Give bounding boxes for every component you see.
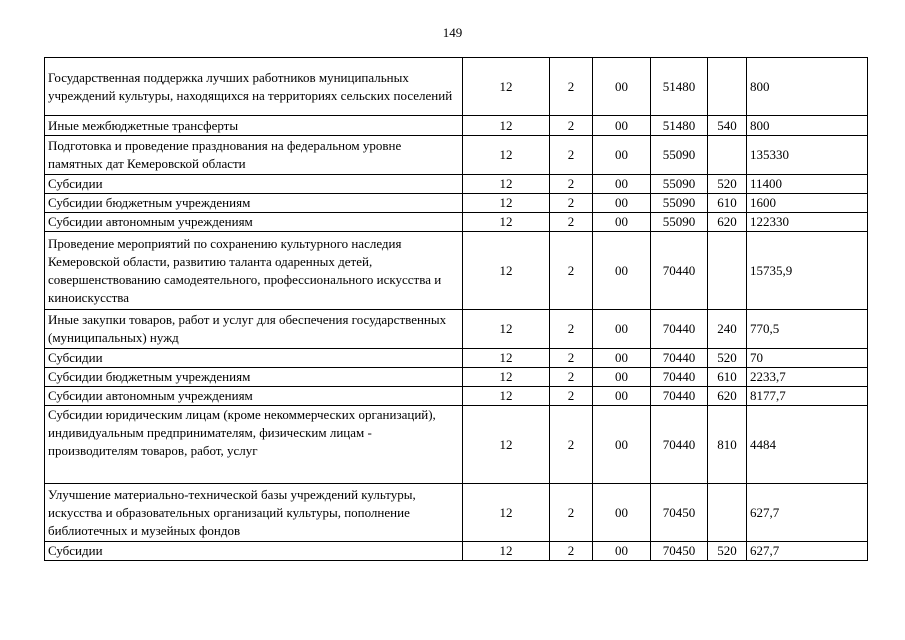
row-subsection: 2 [550, 58, 593, 116]
row-article: 70440 [651, 368, 708, 387]
table-row [45, 484, 868, 542]
row-amount: 70 [747, 349, 868, 368]
row-subsection: 2 [550, 136, 593, 175]
row-section: 12 [463, 368, 550, 387]
row-amount: 627,7 [747, 484, 868, 542]
table-row [45, 213, 868, 232]
row-expense-type: 520 [708, 349, 747, 368]
row-article: 70440 [651, 349, 708, 368]
row-name: Субсидии бюджетным учреждениям [45, 194, 463, 213]
table-row [45, 542, 868, 561]
table-row [45, 175, 868, 194]
row-subsection: 2 [550, 542, 593, 561]
row-section: 12 [463, 136, 550, 175]
row-article: 70440 [651, 232, 708, 310]
row-section: 12 [463, 175, 550, 194]
row-subsection: 2 [550, 213, 593, 232]
row-name: Иные межбюджетные трансферты [45, 116, 463, 136]
row-expense-type [708, 232, 747, 310]
row-section: 12 [463, 484, 550, 542]
table-row [45, 58, 868, 116]
row-program: 00 [593, 387, 651, 406]
row-amount: 2233,7 [747, 368, 868, 387]
row-article: 55090 [651, 175, 708, 194]
row-article: 70440 [651, 406, 708, 484]
row-article: 51480 [651, 58, 708, 116]
table-row [45, 368, 868, 387]
table-row [45, 232, 868, 310]
row-section: 12 [463, 232, 550, 310]
row-program: 00 [593, 194, 651, 213]
row-section: 12 [463, 406, 550, 484]
row-article: 70440 [651, 387, 708, 406]
row-name: Подготовка и проведение празднования на федеральном уровне памятных дат Кемеровской области [45, 136, 463, 175]
row-program: 00 [593, 484, 651, 542]
row-article: 55090 [651, 213, 708, 232]
row-amount: 122330 [747, 213, 868, 232]
row-article: 55090 [651, 194, 708, 213]
row-expense-type: 810 [708, 406, 747, 484]
row-article: 70440 [651, 310, 708, 349]
row-amount: 770,5 [747, 310, 868, 349]
row-section: 12 [463, 194, 550, 213]
row-subsection: 2 [550, 116, 593, 136]
row-program: 00 [593, 232, 651, 310]
row-program: 00 [593, 310, 651, 349]
row-subsection: 2 [550, 484, 593, 542]
row-subsection: 2 [550, 310, 593, 349]
row-expense-type: 520 [708, 175, 747, 194]
row-amount: 800 [747, 58, 868, 116]
table-row [45, 116, 868, 136]
row-expense-type [708, 136, 747, 175]
row-name: Субсидии автономным учреждениям [45, 387, 463, 406]
row-article: 70450 [651, 542, 708, 561]
row-name: Субсидии [45, 349, 463, 368]
row-section: 12 [463, 310, 550, 349]
row-amount: 8177,7 [747, 387, 868, 406]
row-expense-type [708, 58, 747, 116]
row-expense-type: 240 [708, 310, 747, 349]
row-amount: 800 [747, 116, 868, 136]
row-article: 51480 [651, 116, 708, 136]
row-name: Субсидии автономным учреждениям [45, 213, 463, 232]
row-expense-type: 610 [708, 368, 747, 387]
row-amount: 627,7 [747, 542, 868, 561]
row-amount: 135330 [747, 136, 868, 175]
table-row [45, 194, 868, 213]
row-name: Субсидии юридическим лицам (кроме некоммерческих организаций), индивидуальным предпринимателям, физическим лицам - производителям товаров, работ, услуг [45, 406, 463, 484]
row-subsection: 2 [550, 406, 593, 484]
page-number: 149 [442, 25, 463, 40]
row-subsection: 2 [550, 368, 593, 387]
row-section: 12 [463, 542, 550, 561]
row-program: 00 [593, 542, 651, 561]
row-program: 00 [593, 136, 651, 175]
row-program: 00 [593, 368, 651, 387]
table-row [45, 349, 868, 368]
row-section: 12 [463, 387, 550, 406]
table-row [45, 136, 868, 175]
row-name: Иные закупки товаров, работ и услуг для обеспечения государственных (муниципальных) нужд [45, 310, 463, 349]
row-program: 00 [593, 213, 651, 232]
row-section: 12 [463, 213, 550, 232]
table-row [45, 406, 868, 484]
row-subsection: 2 [550, 194, 593, 213]
row-amount: 4484 [747, 406, 868, 484]
row-program: 00 [593, 116, 651, 136]
row-section: 12 [463, 58, 550, 116]
row-expense-type: 620 [708, 387, 747, 406]
row-expense-type: 610 [708, 194, 747, 213]
row-expense-type: 520 [708, 542, 747, 561]
budget-table [44, 57, 868, 561]
row-program: 00 [593, 58, 651, 116]
row-program: 00 [593, 349, 651, 368]
table-row [45, 310, 868, 349]
row-section: 12 [463, 349, 550, 368]
row-subsection: 2 [550, 232, 593, 310]
row-expense-type: 540 [708, 116, 747, 136]
row-program: 00 [593, 406, 651, 484]
row-name: Проведение мероприятий по сохранению культурного наследия Кемеровской области, развитию таланта одаренных детей, совершенствованию самодеятельного, профессионального искусства и киноискусства [45, 232, 463, 310]
row-name: Субсидии [45, 542, 463, 561]
row-expense-type: 620 [708, 213, 747, 232]
row-name: Улучшение материально-технической базы учреждений культуры, искусства и образовательных организаций культуры, пополнение библиотечных и музейных фондов [45, 484, 463, 542]
table-row [45, 387, 868, 406]
row-amount: 15735,9 [747, 232, 868, 310]
row-section: 12 [463, 116, 550, 136]
row-name: Субсидии [45, 175, 463, 194]
row-article: 70450 [651, 484, 708, 542]
row-article: 55090 [651, 136, 708, 175]
row-subsection: 2 [550, 387, 593, 406]
row-program: 00 [593, 175, 651, 194]
row-expense-type [708, 484, 747, 542]
row-subsection: 2 [550, 175, 593, 194]
row-amount: 1600 [747, 194, 868, 213]
row-amount: 11400 [747, 175, 868, 194]
row-name: Государственная поддержка лучших работников муниципальных учреждений культуры, находящихся на территориях сельских поселений [45, 58, 463, 116]
row-name: Субсидии бюджетным учреждениям [45, 368, 463, 387]
row-subsection: 2 [550, 349, 593, 368]
